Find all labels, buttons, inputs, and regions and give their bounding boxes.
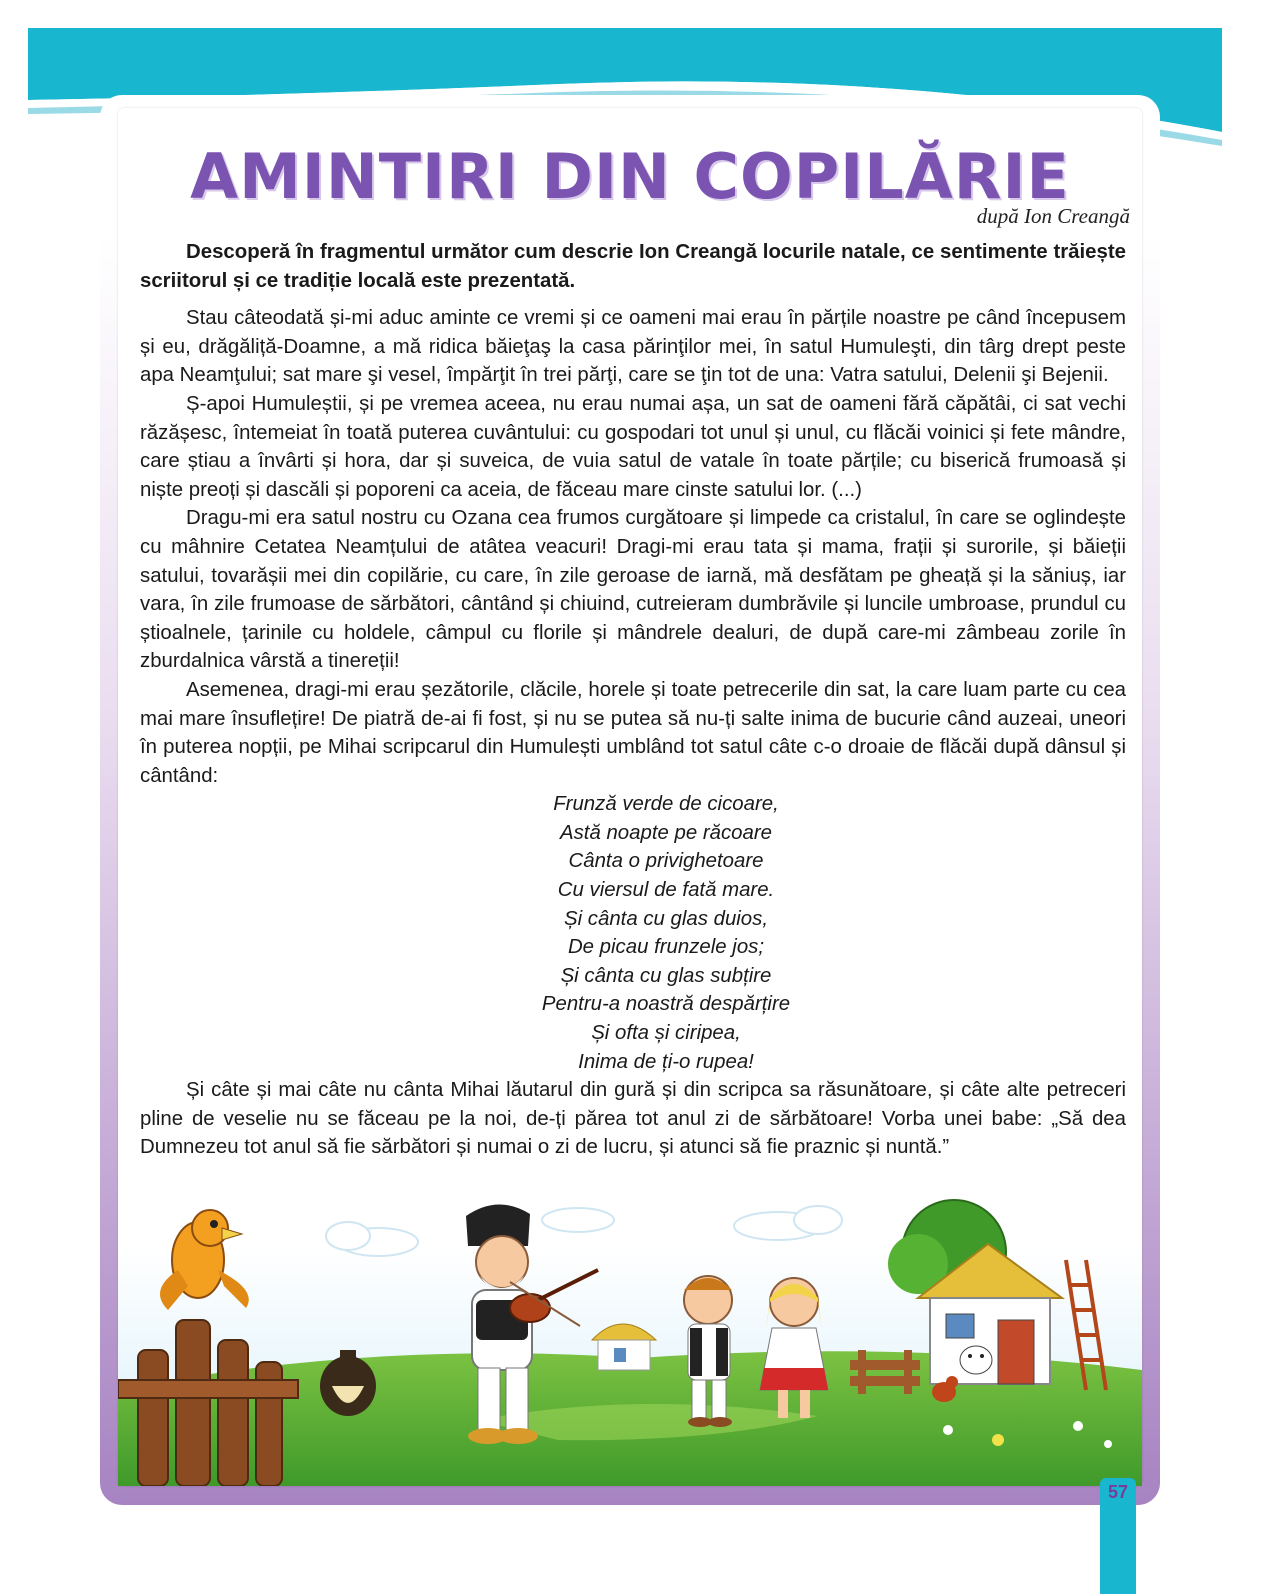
author-credit: după Ion Creangă [976, 204, 1130, 228]
folk-song-poem [173, 790, 1159, 1076]
poem-line: De picau frunzele jos; [567, 936, 765, 959]
village-illustration [118, 1190, 1142, 1486]
text-body [140, 238, 1126, 1162]
page-number: 57 [1107, 1482, 1129, 1502]
page-title: AMINTIRI DIN COPILĂRIE [190, 140, 1070, 213]
poem-line: Inima de ți-o rupea! [578, 1050, 754, 1073]
poem-line: Astă noapte pe răcoare [560, 821, 772, 844]
closing-paragraph: Și câte și mai câte nu cânta Mihai lăutarul din gură și din scripca sa răsunătoare, și câte alte petreceri pline de veselie nu se făceau pe la noi, de-ți părea tot anul zi de sărbătoare! Vorba unei babe: „Să dea Dumnezeu tot anul să fie sărbători și numai o zi de lucru, și atunci să fie praznic și nuntă.” [140, 1079, 1126, 1159]
poem-line: Cu viersul de fată mare. [557, 879, 775, 902]
cow-icon [960, 1346, 992, 1374]
paragraph: Dragu-mi era satul nostru cu Ozana cea frumos curgătoare și limpede ca cristalul, în care se oglindește cu mâhnire Cetatea Neamțului de atâtea veacuri! Dragi-mi erau tata și mama, frații și surorile, și băieții satului, tovarășii mei din copilărie, cu care, în zile geroase de iarnă, mă desfătam pe gheață și la săniuș, iar vara, în zile frumoase de sărbători, cântând și chiuind, cutreieram dumbrăvile și luncile umbroase, prundul cu știoalnele, țarinile cu holdele, câmpul cu florile și mândrele dealuri, de după care-mi zâmbeau zorile în zburdalnica vârstă a tinereții! [140, 507, 1126, 673]
poem-line: Și cânta cu glas duios, [563, 907, 769, 930]
paragraph: Stau câteodată și-mi aduc aminte ce vremi și ce oameni mai erau în părțile noastre pe când începusem și eu, drăgăliță-Doamne, a mă ridica băieţaş la casa părinţilor mei, în satul Humuleşti, din târg drept peste apa Neamţului; sat mare şi vesel, împărţit în trei părţi, care se ţin tot de una: Vatra satului, Delenii şi Bejenii. [140, 307, 1126, 387]
paragraph: Asemenea, dragi-mi erau șezătorile, clăcile, horele și toate petrecerile din sat, la care luam parte cu cea mai mare însuflețire! De piatră de-ai fi fost, și nu se putea să nu-ți salte inima de bucurie când auzeai, uneori în puterea nopții, pe Mihai scripcarul din Humulești umblând tot satul câte c-o droaie de flăcăi după dânsul și cântând: [140, 678, 1126, 787]
cloud-icon [326, 1206, 842, 1256]
poem-line: Frunză verde de cicoare, [553, 793, 779, 816]
poem-line: Și cânta cu glas subțire [560, 964, 772, 987]
poem-line: Cânta o privighetoare [568, 850, 764, 873]
poem-line: Pentru-a noastră despărțire [541, 993, 791, 1016]
poem-line: Și ofta și ciripea, [591, 1022, 741, 1045]
paragraph: Ș-apoi Humuleștii, și pe vremea aceea, nu erau numai așa, un sat de oameni fără căpătâi, ci sat vechi răzășesc, întemeiat în toată puterea cuvântului: cu gospodari tot unul și unul, cu flăcăi voinici și fete mândre, care știau a învârti și hora, dar și suveica, de vuia satul de vatale în toate părțile; cu biserică frumoasă și niște preoți și dascăli și poporeni ca aceia, de făceau mare cinste satului lor. (...) [140, 392, 1126, 501]
intro-task: Descoperă în fragmentul următor cum descrie Ion Creangă locurile natale, ce sentimente trăiește scriitorul și ce tradiție locală este prezentată. [140, 241, 1126, 292]
